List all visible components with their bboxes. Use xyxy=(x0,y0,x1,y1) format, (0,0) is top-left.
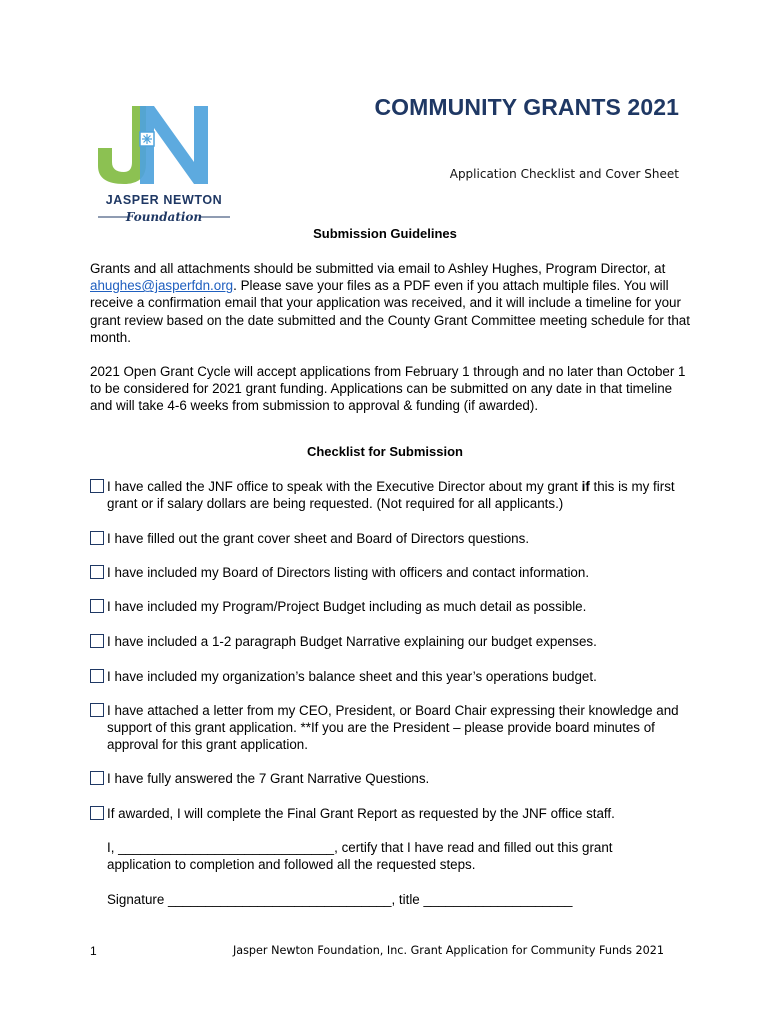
page-title: COMMUNITY GRANTS 2021 xyxy=(374,94,679,120)
checklist-item-8 xyxy=(90,770,690,787)
checkbox-6[interactable] xyxy=(90,669,104,683)
checkbox-5[interactable] xyxy=(90,634,104,648)
checkbox-8[interactable] xyxy=(90,771,104,785)
jasper-newton-foundation-logo xyxy=(94,104,234,226)
checklist-item-7-label: I have attached a letter from my CEO, President, or Board Chair expressing their knowledge and support of this grant application. **If you are the President – please provide board minutes of approval for this grant application. xyxy=(107,703,679,753)
email-link[interactable]: ahughes@jasperfdn.org xyxy=(90,278,234,294)
checklist-item-3 xyxy=(90,564,690,581)
guidelines-paragraph-1: Grants and all attachments should be submitted via email to Ashley Hughes, Program Director, at ahughes@jasperfdn.org. Please save your files as a PDF even if you attach multiple files. You will receive a confirmation email that your application was received, and it will include a timeline for your grant review based on the date submitted and the County Grant Committee meeting schedule for that month. xyxy=(90,261,690,345)
page-subtitle: Application Checklist and Cover Sheet xyxy=(449,167,679,181)
checkbox-7[interactable] xyxy=(90,703,104,717)
checklist-heading: Checklist for Submission xyxy=(306,444,464,459)
checkbox-1[interactable] xyxy=(90,479,104,493)
checklist-item-1-label: I have called the JNF office to speak with the Executive Director about my grant if this is my first grant or if salary dollars are being requested. (Not required for all applicants.) xyxy=(107,479,675,512)
checkbox-4[interactable] xyxy=(90,599,104,613)
checklist-item-6-label: I have included my organization’s balance sheet and this year’s operations budget. xyxy=(107,669,597,684)
logo-name-line1: JASPER NEWTON xyxy=(105,193,223,207)
checkbox-2[interactable] xyxy=(90,531,104,545)
checklist-item-6 xyxy=(90,668,690,685)
logo-name-line2: Foundation xyxy=(125,210,203,224)
checklist-item-5-label: I have included a 1-2 paragraph Budget Narrative explaining our budget expenses. xyxy=(107,634,597,649)
footer-text: Jasper Newton Foundation, Inc. Grant Application for Community Funds 2021 xyxy=(232,944,664,957)
checklist-item-9-label: If awarded, I will complete the Final Grant Report as requested by the JNF office staff. xyxy=(107,806,615,821)
checklist-item-3-label: I have included my Board of Directors listing with officers and contact information. xyxy=(107,565,590,580)
checklist-item-4-label: I have included my Program/Project Budget including as much detail as possible. xyxy=(107,599,587,614)
page-number: 1 xyxy=(90,944,97,958)
checkbox-3[interactable] xyxy=(90,565,104,579)
checkbox-9[interactable] xyxy=(90,806,104,820)
checklist-item-8-label: I have fully answered the 7 Grant Narrative Questions. xyxy=(107,771,430,786)
guidelines-paragraph-2: 2021 Open Grant Cycle will accept applications from February 1 through and no later than October 1 to be considered for 2021 grant funding. Applications can be submitted on any date in that timeline and will take 4-6 weeks from submission to approval & funding (if awarded). xyxy=(90,364,686,414)
signature-line: Signature ______________________________, title ____________________ xyxy=(107,892,573,907)
checklist-item-5 xyxy=(90,633,690,650)
checklist-item-9 xyxy=(90,805,690,822)
checklist-item-7 xyxy=(90,702,690,754)
submission-guidelines-heading: Submission Guidelines xyxy=(313,226,457,241)
checklist-item-2 xyxy=(90,530,690,547)
checklist-item-4 xyxy=(90,598,690,615)
checklist-item-2-label: I have filled out the grant cover sheet and Board of Directors questions. xyxy=(107,531,530,546)
logo-j-shape xyxy=(98,106,146,184)
certification-statement: I, _____________________________, certify that I have read and filled out this grant application to completion and followed all the requested steps. xyxy=(107,840,613,873)
checklist-item-1 xyxy=(90,478,690,512)
